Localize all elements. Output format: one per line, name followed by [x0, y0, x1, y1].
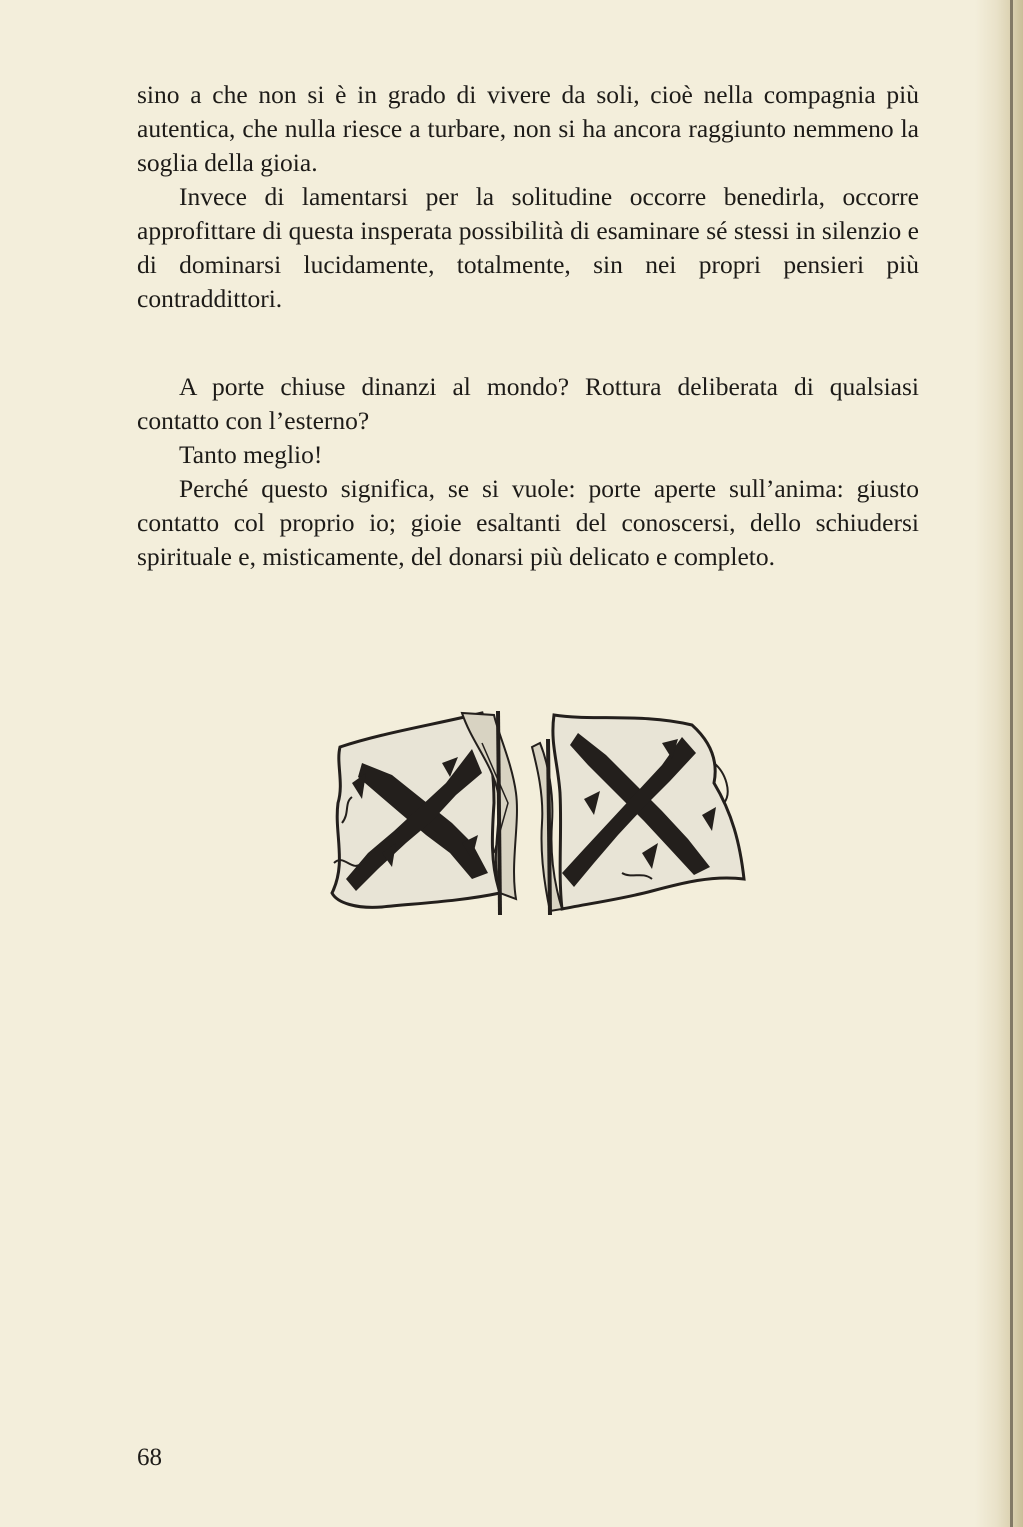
left-flag-icon: [332, 711, 517, 915]
crossed-flags-illustration: [322, 703, 747, 915]
right-flag-icon: [532, 715, 744, 915]
paragraph: Tanto meglio!: [179, 440, 323, 469]
page-number: 68: [137, 1444, 162, 1471]
paragraph: A porte chiuse dinanzi al mondo? Rottura deliberata di qualsiasi contatto con l’esterno?: [137, 372, 919, 435]
paragraph: Invece di lamentarsi per la solitudine occorre benedirla, occorre approfittare di questa insperata possibilità di esaminare sé stessi in silenzio e di dominarsi lucidamente, totalmente, sin nei propri pensieri più contraddittori.: [137, 182, 919, 313]
page-edge: [975, 0, 1023, 1527]
paragraph: Perché questo significa, se si vuole: porte aperte sull’anima: giusto contatto col proprio io; gioie esaltanti del conoscersi, dello schiudersi spirituale e, misticamente, del donarsi più delicato e completo.: [137, 474, 919, 571]
section-break: [137, 316, 919, 370]
body-text: [137, 78, 919, 574]
paragraph: sino a che non si è in grado di vivere da soli, cioè nella compagnia più autentica, che nulla riesce a turbare, non si ha ancora raggiunto nemmeno la soglia della gioia.: [137, 80, 919, 177]
